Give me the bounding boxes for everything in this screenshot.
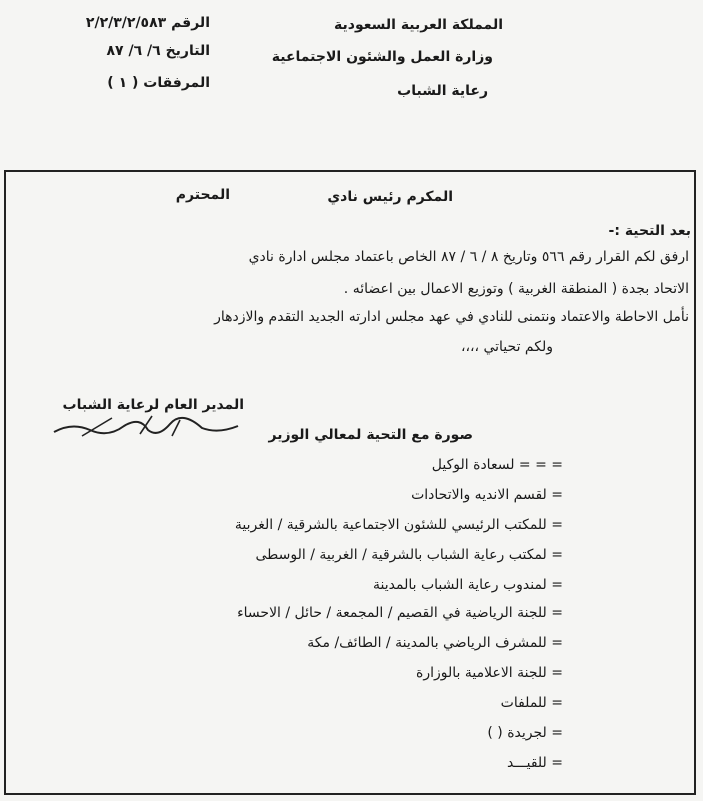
ref-value: ٢/٢/٣/٢/٥٨٣ <box>85 15 167 31</box>
copies-title: صورة مع التحية لمعالي الوزير <box>268 427 473 443</box>
date-label: التاريخ <box>165 43 210 59</box>
copies-item-11: = للقيـــد <box>506 755 563 771</box>
org-line-2: وزارة العمل والشئون الاجتماعية <box>271 49 493 65</box>
greeting: بعد التحية :- <box>608 223 691 239</box>
recipient: المكرم رئيس نادي <box>327 189 453 205</box>
copies-item-1: = = = لسعادة الوكيل <box>431 457 563 473</box>
attachments-value: ( ١ ) <box>107 75 139 91</box>
copies-item-3: = للمكتب الرئيسي للشئون الاجتماعية بالشرقية / الغربية <box>234 517 563 533</box>
copies-item-8: = للجنة الاعلامية بالوزارة <box>416 665 563 681</box>
copies-item-6: = للجنة الرياضية في القصيم / المجمعة / حائل / الاحساء <box>237 605 563 621</box>
attachments-label: المرفقات <box>143 75 210 91</box>
org-line-1: المملكة العربية السعودية <box>334 17 503 33</box>
copies-item-4: = لمكتب رعاية الشباب بالشرقية / الغربية / الوسطى <box>255 547 563 563</box>
org-line-3: رعاية الشباب <box>397 83 488 99</box>
copies-item-5: = لمندوب رعاية الشباب بالمدينة <box>373 577 563 593</box>
paragraph-2: نأمل الاحاطة والاعتماد ونتمنى للنادي في عهد مجلس ادارته الجديد التقدم والازدهار <box>214 309 689 325</box>
ref-attachments <box>100 74 210 92</box>
ref-number <box>20 14 210 32</box>
closing: ولكم تحياتي ،،،، <box>460 339 553 355</box>
date-value: ٦/ ٦/ ٨٧ <box>106 43 161 59</box>
paragraph-1-line-2: الاتحاد بجدة ( المنطقة الغربية ) وتوزيع الاعمال بين اعضائه . <box>343 281 689 297</box>
copies-item-7: = للمشرف الرياضي بالمدينة / الطائف/ مكة <box>307 635 563 651</box>
honorific: المحترم <box>175 187 230 203</box>
paragraph-1-line-1: ارفق لكم القرار رقم ٥٦٦ وتاريخ ٨ / ٦ / ٨٧ الخاص باعتماد مجلس ادارة نادي <box>248 249 689 265</box>
ref-date <box>62 42 210 60</box>
ref-label: الرقم <box>171 15 210 31</box>
copies-item-2: = لقسم الانديه والاتحادات <box>411 487 563 503</box>
signature-title: المدير العام لرعاية الشباب <box>62 397 244 413</box>
copies-item-10: = لجريدة ( ) <box>487 725 563 741</box>
signature-scribble-icon <box>52 412 242 442</box>
copies-item-9: = للملفات <box>500 695 563 711</box>
